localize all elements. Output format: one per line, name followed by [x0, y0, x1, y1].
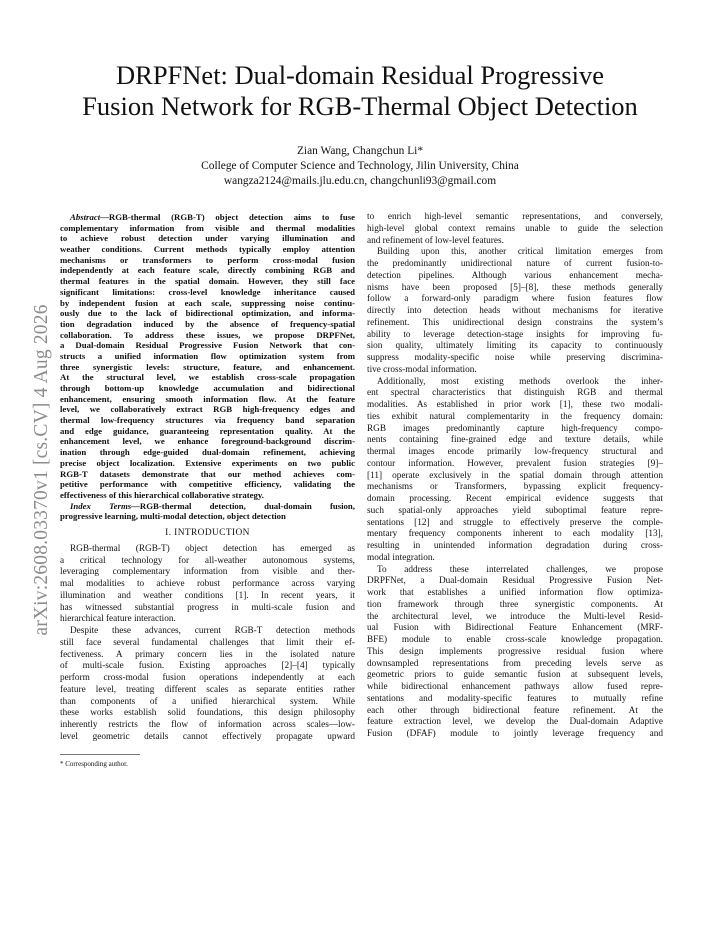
body-line: mechanisms or Transformers, bypassing explicit frequency- [367, 482, 663, 493]
body-line: sentations and modality-specific features to mutually refine [367, 693, 663, 704]
body-line: refinement. This unidirectional design constrains the system’s [367, 317, 663, 328]
body-line: ability to leverage detection-stage insights for improving fu- [367, 329, 663, 340]
body-line: such spatial-only approaches yield suboptimal feature repre- [367, 505, 663, 516]
abstract-line: At the structural level, we establish cross-scale propagation [60, 372, 355, 383]
body-line: suppress modality-specific noise while preserving discrimina- [367, 353, 663, 363]
intro-line: perform cross-modal fusion operations independently at each [60, 673, 355, 684]
body-line: ties exhibit natural complementarity in the frequency domain: [367, 411, 663, 422]
intro-line: of multi-scale fusion. Existing approaches [2]–[4] typically [60, 661, 355, 672]
abstract-line: by independent fusion at each scale, suppressing noise continu- [60, 297, 355, 308]
left-column [60, 212, 355, 770]
intro-line: inherently restricts the flow of information across scales—low- [60, 720, 355, 731]
abstract-line: mechanisms or transformers to perform cross-modal fusion [60, 254, 355, 265]
abstract-line: Abstract—RGB-thermal (RGB-T) object detection aims to fuse [70, 212, 355, 222]
abstract-line: ously due to the lack of bidirectional optimization, and informa- [60, 308, 355, 319]
abstract-line: enhancement, ensuring smooth information flow. At the feature [60, 393, 355, 404]
footnote-rule [60, 754, 140, 755]
body-line: RGB images predominantly capture high-frequency compo- [367, 423, 663, 434]
footnote: * Corresponding author. [60, 759, 128, 768]
title-line-2: Fusion Network for RGB-Thermal Object Detection [82, 91, 638, 121]
body-line: the predominantly unidirectional nature of current fusion-to- [367, 259, 663, 269]
body-line: domain processing. Recent empirical evidence suggests that [367, 494, 663, 504]
abstract-line: complementary information from visible and thermal modalities [60, 222, 355, 233]
body-line: downsampled representations from preceding levels serve as [367, 658, 663, 669]
intro-line: feature level, treating different scales as separate entities rather [60, 684, 355, 695]
body-line: tion framework through three synergistic components. At [367, 599, 663, 610]
abstract-line: precise object localization. Extensive experiments on two public [60, 457, 355, 468]
intro-line: a critical technology for all-weather autonomous systems, [60, 555, 355, 566]
abstract-line: through bottom-up knowledge accumulation and bidirectional [60, 383, 355, 393]
body-line: BFE) module to enable cross-scale knowledge propagation. [367, 635, 663, 645]
abstract-line: independently at each feature scale, directly combining RGB and [60, 265, 355, 276]
body-line: To address these interrelated challenges, we propose [377, 564, 663, 575]
body-line: each other through bidirectional feature refinement. At the [367, 705, 663, 716]
abstract-line: three synergistic levels: structure, feature, and enhancement. [60, 361, 355, 372]
body-line: sion quality, ultimately limiting its capacity to continuously [367, 341, 663, 352]
introduction-text [60, 544, 355, 744]
author-names: Zian Wang, Changchun Li* [296, 145, 424, 157]
body-line: directly into detection heads without mechanisms for iterative [367, 306, 663, 316]
author-affiliation: College of Computer Science and Technology, Jilin University, China [201, 160, 519, 172]
intro-line: these works establish solid foundations, this design philosophy [60, 708, 355, 719]
section-heading-introduction: I. INTRODUCTION [165, 527, 250, 538]
arxiv-side-label: arXiv:2608.03370v1 [cs.CV] 4 Aug 2026 [31, 304, 52, 636]
abstract-line: a Dual-domain Residual Progressive Fusion Network that con- [60, 340, 355, 351]
author-emails: wangza2124@mails.jlu.edu.cn, changchunli93@gmail.com [223, 175, 497, 187]
abstract-line: RGB-T datasets demonstrate that our method achieves com- [60, 468, 355, 479]
abstract [60, 212, 355, 522]
body-line: Fusion (DFAF) module to jointly leverage frequency and [367, 729, 663, 739]
body-line: Additionally, most existing methods overlook the inher- [377, 376, 663, 387]
abstract-line: ination through edge-guided dual-domain refinement, achieving [60, 447, 355, 458]
body-line: DRPFNet, a Dual-domain Residual Progressive Fusion Net- [367, 576, 663, 587]
body-line: nisms have been proposed [5]–[8], these methods generally [367, 282, 663, 293]
body-line: ent spectral characteristics that distinguish RGB and thermal [367, 388, 663, 399]
abstract-line: tion degradation induced by the absence of frequency-spatial [60, 318, 355, 329]
index-terms-line: progressive learning, multi-modal detection, object detection [60, 511, 286, 522]
abstract-line: significant limitations: cross-level knowledge inheritance caused [60, 286, 355, 297]
body-line: [11] operate exclusively in the spatial domain through attention [367, 470, 663, 481]
right-column [367, 212, 663, 741]
body-line: work that establishes a unified information flow optimiza- [367, 588, 663, 598]
body-line: contour information. However, prevalent fusion strategies [9]– [367, 458, 663, 469]
body-line: This design implements progressive residual fusion where [367, 646, 663, 657]
intro-line: mal modalities to achieve robust performance across varying [60, 579, 355, 590]
abstract-line: and edge guidance, guaranteeing representation quality. At the [60, 425, 355, 436]
intro-line: illumination and weather conditions [1]. In recent years, it [60, 590, 355, 601]
body-line: Building upon this, another critical limitation emerges from [377, 247, 663, 258]
intro-line: hierarchical feature interaction. [60, 614, 176, 625]
abstract-line: thermal features in the spatial domain. However, they still face [60, 276, 355, 287]
body-line: feature extraction level, we develop the Dual-domain Adaptive [367, 717, 663, 728]
body-line: detection pipelines. Although various enhancement mecha- [367, 270, 663, 281]
body-line: modalities. As established in prior work [1], these two modali- [367, 400, 663, 410]
intro-line: leveraging complementary information from visible and ther- [60, 567, 355, 578]
body-line: mentary frequency components inherent to each modality [13], [367, 529, 663, 540]
paper-title [40, 60, 680, 122]
abstract-line: weather conditions. Current methods typically employ attention [60, 244, 355, 255]
abstract-line: enhancement level, we enhance foreground-background discrim- [60, 436, 355, 447]
intro-line: has witnessed substantial progress in multi-scale fusion and [60, 602, 355, 613]
index-terms-line: Index Terms—RGB-thermal detection, dual-domain fusion, [70, 500, 355, 511]
body-line: modal integration. [367, 552, 435, 563]
author-block [40, 144, 680, 189]
abstract-line: collaboration. To address these issues, we propose DRPFNet, [60, 329, 355, 340]
right-column-text [367, 212, 663, 741]
body-line: to enrich high-level semantic representations, and conversely, [367, 212, 663, 222]
abstract-line: thermal low-frequency structures via frequency band separation [60, 415, 355, 426]
body-line: and refinement of low-level features. [367, 235, 504, 246]
body-line: while bidirectional enhancement pathways allow fused repre- [367, 682, 663, 692]
body-line: the architectural level, we introduce the Multi-level Resid- [367, 611, 663, 622]
body-line: geometric priors to guide semantic fusion at subsequent levels, [367, 670, 663, 681]
body-line: resulting in unintended information degradation during cross- [367, 541, 663, 551]
body-line: sentations [12] and struggle to effectively preserve the comple- [367, 517, 663, 528]
abstract-line: structs a unified information flow optimization system from [60, 350, 355, 361]
body-line: tive cross-modal information. [367, 364, 477, 375]
intro-line: Despite these advances, current RGB-T detection methods [70, 626, 355, 637]
abstract-line: to achieve robust detection under varying illumination and [60, 233, 355, 244]
abstract-line: effectiveness of this hierarchical collaborative strategy. [60, 489, 264, 500]
intro-line: RGB-thermal (RGB-T) object detection has emerged as [70, 543, 355, 554]
intro-line: level geometric details cannot effectively propagate upward [60, 731, 355, 742]
intro-line: than components of a unified hierarchical system. While [60, 696, 355, 707]
abstract-line: petitive performance with competitive efficiency, validating the [60, 479, 355, 490]
title-line-1: DRPFNet: Dual-domain Residual Progressive [116, 60, 604, 90]
body-line: thermal images encode primarily low-frequency structural and [367, 447, 663, 457]
body-line: nents containing fine-grained edge and texture details, while [367, 435, 663, 446]
intro-line: fectiveness. A primary concern lies in the isolated nature [60, 649, 355, 660]
body-line: high-level global context remains unable to guide the selection [367, 223, 663, 234]
body-line: follow a forward-only paradigm where fusion features flow [367, 294, 663, 305]
intro-line: still face several fundamental challenges that limit their ef- [60, 637, 355, 648]
abstract-line: level, we collaboratively extract RGB high-frequency edges and [60, 404, 355, 415]
body-line: ual Fusion with Bidirectional Feature Enhancement (MRF- [367, 623, 663, 634]
